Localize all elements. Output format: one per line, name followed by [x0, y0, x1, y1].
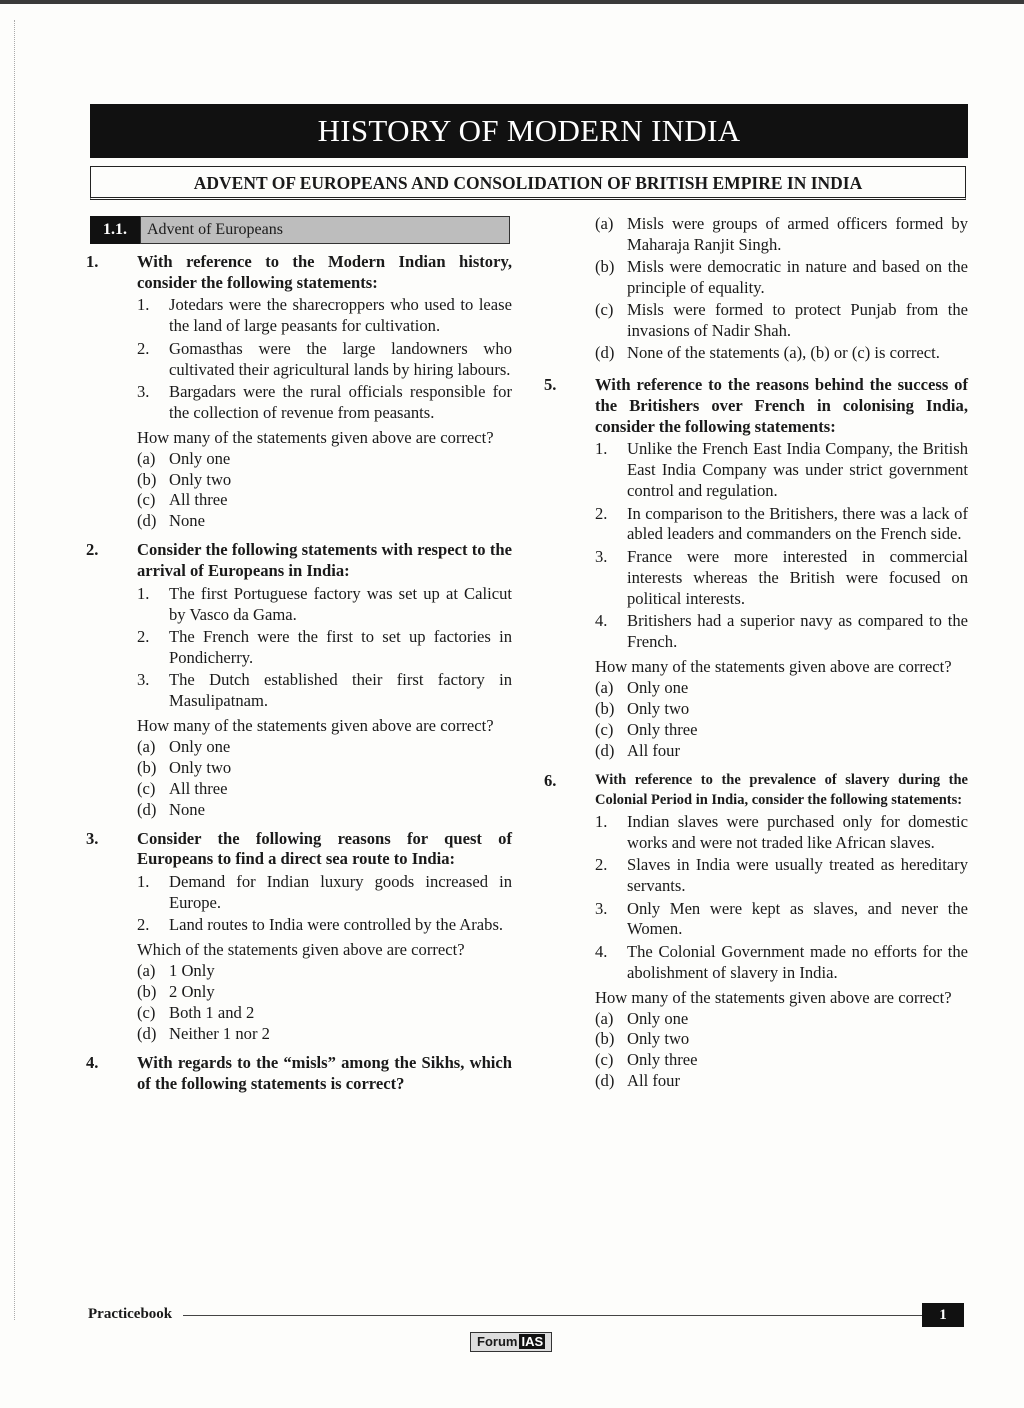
option: (c) Misls were formed to protect Punjab from the invasions of Nadir Shah. [595, 300, 968, 340]
question-number: 2. [86, 540, 99, 560]
option: (b) Only two [137, 757, 232, 777]
statement: 3. France were more interested in commercial interests whereas the British were focused on political interests. [595, 546, 968, 608]
option: (c) Only three [595, 719, 698, 739]
statement: 1. Indian slaves were purchased only for domestic works and were not traded like African slaves. [595, 811, 968, 852]
right-column [544, 214, 968, 1092]
option: (b) Only two [137, 469, 232, 489]
question-number: 3. [86, 828, 99, 848]
logo-main: Forum [477, 1334, 518, 1349]
question-text: With regards to the “misls” among the Sikhs, which of the following statements is correct? [137, 1052, 512, 1093]
statement: 2. The French were the first to set up factories in Pondicherry. [137, 626, 512, 667]
statement: 1. Jotedars were the sharecroppers who used to lease the land of large peasants for cultivation. [137, 295, 512, 336]
publisher-logo [470, 1332, 552, 1352]
option: (d) All four [595, 740, 680, 760]
option: (b) Only two [595, 698, 690, 718]
question-1 [86, 252, 512, 532]
option: (d) Neither 1 nor 2 [137, 1023, 270, 1043]
option: (a) Only one [137, 448, 231, 468]
option: (d) None of the statements (a), (b) or (c) is correct. [595, 343, 940, 362]
statement: 1. Demand for Indian luxury goods increased in Europe. [137, 871, 512, 912]
statement: 3. The Dutch established their first factory in Masulipatnam. [137, 670, 512, 711]
top-border [0, 0, 1024, 4]
statement: 2. In comparison to the Britishers, there was a lack of abled leaders and commanders on the French side. [595, 503, 968, 544]
question-prompt: How many of the statements given above are correct? [595, 987, 952, 1007]
footer-label: Practicebook [88, 1306, 173, 1322]
margin-line [14, 20, 15, 1320]
question-4-options [544, 214, 968, 365]
statement: 2. Slaves in India were usually treated as hereditary servants. [595, 855, 968, 896]
question-number: 4. [86, 1052, 99, 1072]
option: (b) Misls were democratic in nature and based on the principle of equality. [595, 257, 968, 297]
statement: 1. Unlike the French East India Company, the British East India Company was under strict government control and regulation. [595, 439, 968, 501]
question-number: 5. [544, 375, 557, 395]
section-heading [90, 216, 510, 244]
statement: 3. Only Men were kept as slaves, and never the Women. [595, 898, 968, 939]
section-number: 1.1. [90, 216, 140, 244]
question-prompt: How many of the statements given above are correct? [137, 716, 494, 736]
option: (d) None [137, 799, 205, 819]
option: (c) All three [137, 490, 228, 510]
question-text: With reference to the reasons behind the success of the Britishers over French in colonising India, consider the following statements: [595, 375, 968, 436]
question-3 [86, 829, 512, 1045]
question-2 [86, 540, 512, 820]
statement: 1. The first Portuguese factory was set up at Calicut by Vasco da Gama. [137, 583, 512, 624]
option: (a) Only one [595, 677, 689, 697]
logo-sub: IAS [521, 1334, 544, 1349]
question-prompt: Which of the statements given above are correct? [137, 940, 465, 960]
question-5 [544, 375, 968, 761]
statement: 4. Britishers had a superior navy as compared to the French. [595, 611, 968, 651]
option: (a) 1 Only [137, 961, 215, 980]
option: (c) All three [137, 778, 228, 798]
option: (d) All four [595, 1071, 680, 1091]
option: (a) Misls were groups of armed officers formed by Maharaja Ranjit Singh. [595, 214, 968, 254]
statement: 3. Bargadars were the rural officials responsible for the collection of revenue from peasants. [137, 381, 512, 422]
question-number: 1. [86, 252, 99, 271]
question-6 [544, 771, 968, 1092]
page-number: 1 [922, 1303, 964, 1327]
statement: 2. Gomasthas were the large landowners who cultivated their agricultural lands by hiring labours. [137, 338, 512, 379]
option: (a) Only one [595, 1008, 689, 1028]
question-number: 6. [544, 771, 557, 791]
option: (c) Both 1 and 2 [137, 1002, 255, 1022]
option: (d) None [137, 511, 205, 531]
question-text: Consider the following statements with respect to the arrival of Europeans in India: [137, 540, 512, 581]
chapter-subtitle: ADVENT OF EUROPEANS AND CONSOLIDATION OF BRITISH EMPIRE IN INDIA [90, 166, 966, 200]
question-text: With reference to the prevalence of slavery during the Colonial Period in India, consider the following statements: [595, 772, 968, 808]
question-prompt: How many of the statements given above are correct? [137, 427, 494, 447]
question-4 [86, 1053, 512, 1095]
statement: 2. Land routes to India were controlled by the Arabs. [137, 915, 504, 935]
question-text: Consider the following reasons for quest of Europeans to find a direct sea route to India: [137, 828, 512, 869]
question-prompt: How many of the statements given above are correct? [595, 656, 952, 676]
option: (b) Only two [595, 1029, 690, 1049]
left-column [86, 214, 512, 1094]
statement: 4. The Colonial Government made no efforts for the abolishment of slavery in India. [595, 941, 968, 982]
chapter-title: HISTORY OF MODERN INDIA [90, 104, 968, 158]
option: (c) Only three [595, 1050, 698, 1070]
section-title: Advent of Europeans [140, 216, 510, 244]
option: (a) Only one [137, 736, 231, 756]
option: (b) 2 Only [137, 981, 215, 1001]
footer-rule [183, 1315, 923, 1316]
question-text: With reference to the Modern Indian history, consider the following statements: [137, 252, 512, 292]
